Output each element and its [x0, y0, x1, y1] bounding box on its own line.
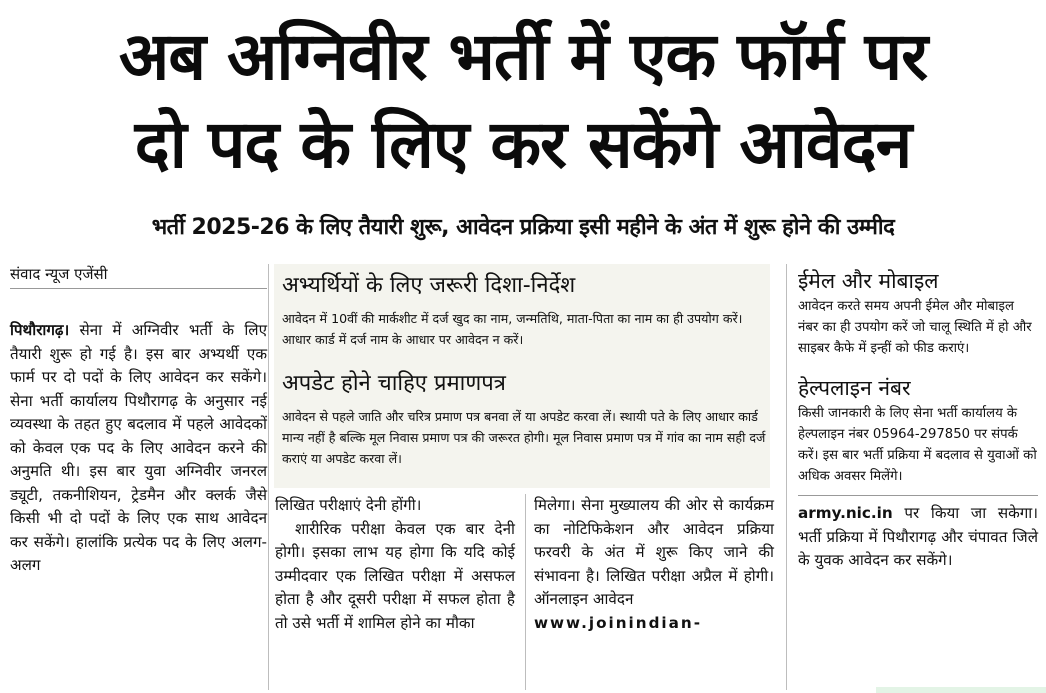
box-text-certificates: आवेदन से पहले जाति और चरित्र प्रमाण पत्र बनवा लें या अपडेट करवा लें। स्थायी पते के लिए आधार कार्ड मान्य नहीं है बल्कि मूल निवास प्रमाण पत्र की जरूरत होगी। मूल निवास प्रमाण पत्र में गांव का नाम सही दर्ज कराएं या अपडेट करवा लें। [282, 409, 766, 466]
right-column [798, 266, 1038, 573]
right-column-continuation [798, 502, 1038, 573]
right-column-rule [798, 495, 1038, 496]
byline: संवाद न्यूज एजेंसी [10, 262, 267, 289]
middle-column-2-text: मिलेगा। सेना मुख्यालय की ओर से कार्यक्रम का नोटिफिकेशन और आवेदन प्रक्रिया फरवरी के अंत में शुरू किए जाने की संभावना है। लिखित परीक्षा अप्रैल में होगी। ऑनलाइन आवेदन [534, 496, 774, 608]
left-column-text [10, 319, 267, 578]
box-heading-guidelines: अभ्यर्थियों के लिए जरूरी दिशा-निर्देश [282, 273, 576, 298]
middle-column-1 [275, 494, 515, 635]
email-mobile-heading: ईमेल और मोबाइल [798, 269, 939, 293]
email-mobile-text: आवेदन करते समय अपनी ईमेल और मोबाइल नंबर का ही उपयोग करें जो चालू स्थिति में हो और साइबर कैफे में इन्हीं को फीड कराएं। [798, 299, 1032, 356]
website-link-start: www.joinindian- [534, 613, 703, 632]
column-divider-3 [786, 264, 787, 690]
bottom-color-strip [876, 687, 1046, 693]
helpline-heading: हेल्पलाइन नंबर [798, 376, 911, 400]
headline-line-1: अब अग्निवीर भर्ती में एक फॉर्म पर [118, 18, 928, 95]
subheadline: भर्ती 2025-26 के लिए तैयारी शुरू, आवेदन प्रक्रिया इसी महीने के अंत में शुरू होने की उम्मीद [151, 215, 895, 240]
middle-column-2 [534, 494, 774, 635]
left-column-body: सेना में अग्निवीर भर्ती के लिए तैयारी शुरू हो गई है। इस बार अभ्यर्थी एक फार्म पर दो पदों के लिए आवेदन कर सकेंगे। सेना भर्ती कार्यालय पिथौरागढ़ के अनुसार नई व्यवस्था के तहत हुए बदलाव में पहले आवेदकों को केवल एक पद के लिए आवेदन करने की अनुमति थी। इस बार युवा अग्निवीर जनरल ड्यूटी, तकनीशियन, ट्रेडमैन और क्लर्क जैसे किसी भी दो पदों के लिए एक साथ आवेदन कर सकेंगे। हालांकि प्रत्येक पद के लिए अलग-अलग [10, 321, 267, 574]
headline-line-2: दो पद के लिए कर सकेंगे आवेदन [134, 106, 912, 183]
middle-column-1-text-a: लिखित परीक्षाएं देनी होंगी। [275, 496, 422, 514]
guidelines-box [274, 264, 770, 488]
middle-column-1-text-b: शारीरिक परीक्षा केवल एक बार देनी होगी। इसका लाभ यह होगा कि यदि कोई उम्मीदवार एक लिखित परीक्षा में असफल होता है और दूसरी परीक्षा में सफल होता है तो उसे भर्ती में शामिल होने का मौका [275, 519, 515, 632]
continuation-text: पर किया जा सकेगा। भर्ती प्रक्रिया में पिथौरागढ़ और चंपावत जिले के युवक आवेदन कर सकेंगे। [798, 504, 1038, 569]
left-column [10, 262, 267, 578]
box-heading-certificates: अपडेट होने चाहिए प्रमाणपत्र [282, 371, 506, 396]
website-link-end: army.nic.in [798, 504, 893, 522]
dateline-place: पिथौरागढ़। [10, 321, 70, 339]
box-text-guidelines: आवेदन में 10वीं की मार्कशीट में दर्ज खुद का नाम, जन्मतिथि, माता-पिता का नाम का ही उपयोग करें। आधार कार्ड में दर्ज नाम के आधार पर आवेदन न करें। [282, 311, 743, 347]
column-divider-1 [268, 264, 269, 690]
column-divider-2 [525, 494, 526, 690]
helpline-text: किसी जानकारी के लिए सेना भर्ती कार्यालय के हेल्पलाइन नंबर 05964-297850 पर संपर्क करें। इस बार भर्ती प्रक्रिया में बदलाव से युवाओं को अधिक अवसर मिलेंगे। [798, 406, 1037, 484]
